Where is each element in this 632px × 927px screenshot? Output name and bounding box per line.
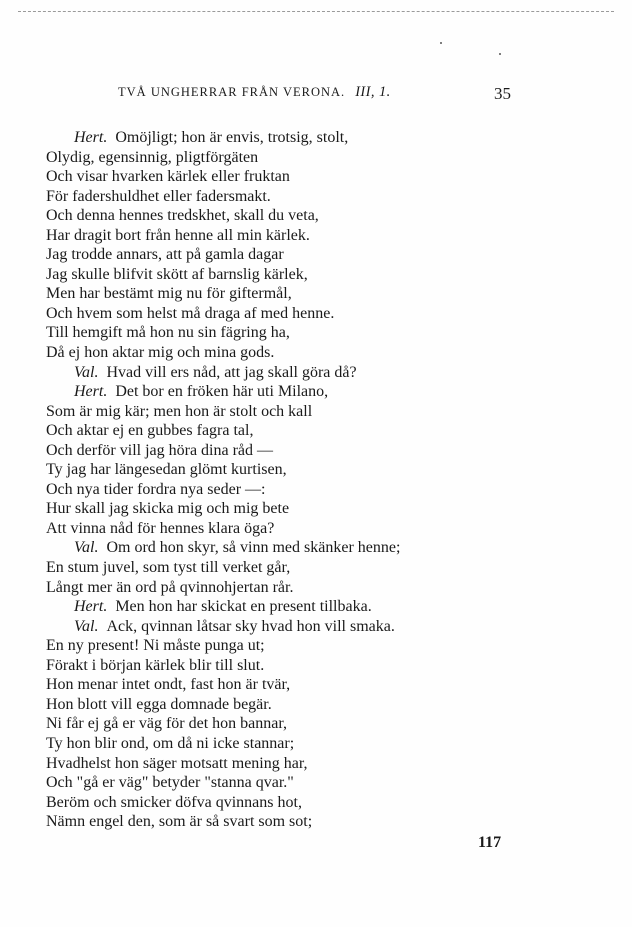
verse-line	[46, 812, 546, 832]
verse-line	[46, 578, 546, 598]
verse-text: Hon menar intet ondt, fast hon är tvär,	[46, 676, 291, 694]
verse-text: Hon blott vill egga domnade begär.	[46, 695, 272, 713]
verse-text: Har dragit bort från henne all min kärlek.	[46, 226, 310, 244]
verse-text: Som är mig kär; men hon är stolt och kall	[46, 402, 313, 420]
verse-line	[46, 323, 546, 343]
verse-text: Hur skall jag skicka mig och mig bete	[46, 500, 290, 518]
ink-speck	[499, 53, 501, 55]
verse-line	[46, 480, 546, 500]
verse-line	[46, 363, 546, 383]
speaker-name: Val.	[74, 617, 99, 635]
verse-line	[46, 148, 546, 168]
verse-line	[46, 754, 546, 774]
verse-line	[46, 460, 546, 480]
speaker-name: Hert.	[74, 383, 108, 401]
verse-line	[46, 558, 546, 578]
verse-text: Jag trodde annars, att på gamla dagar	[46, 246, 284, 264]
verse-text: Men har bestämt mig nu för giftermål,	[46, 285, 292, 303]
verse-line	[46, 499, 546, 519]
running-head-title: TVÅ UNGHERRAR FRÅN VERONA.	[118, 85, 346, 99]
verse-text: Nämn engel den, som är så svart som sot;	[46, 813, 313, 831]
verse-text: Beröm och smicker döfva qvinnans hot,	[46, 793, 302, 811]
verse-text: Hvadhelst hon säger motsatt mening har,	[46, 754, 308, 772]
verse-text: Och denna hennes tredskhet, skall du veta,	[46, 207, 319, 225]
verse-text: Och nya tider fordra nya seder —:	[46, 480, 266, 498]
verse-text: Omöjligt; hon är envis, trotsig, stolt,	[115, 129, 349, 146]
verse-text: Och visar hvarken kärlek eller fruktan	[46, 168, 290, 186]
verse-text: Ni får ej gå er väg för det hon bannar,	[46, 715, 288, 733]
verse-text: Då ej hon aktar mig och mina gods.	[46, 344, 275, 362]
verse-text: Förakt i början kärlek blir till slut.	[46, 656, 265, 674]
verse-line	[46, 656, 546, 676]
verse-text: Och "gå er väg" betyder "stanna qvar."	[46, 774, 294, 792]
verse-text: Det bor en fröken här uti Milano,	[115, 383, 329, 401]
verse-text: Olydig, egensinnig, pligtförgäten	[46, 148, 259, 166]
verse-text: Och hvem som helst må draga af med henne.	[46, 304, 335, 322]
verse-text: Jag skulle blifvit skött af barnslig kärlek,	[46, 265, 308, 283]
verse-line	[46, 382, 546, 402]
verse-line	[46, 187, 546, 207]
verse-line	[46, 421, 546, 441]
verse-line	[46, 617, 546, 637]
verse-line	[46, 402, 546, 422]
speaker-name: Val.	[74, 539, 99, 557]
verse-line	[46, 734, 546, 754]
verse-line	[46, 265, 546, 285]
verse-block	[46, 128, 546, 832]
verse-line	[46, 206, 546, 226]
speaker-name: Hert.	[74, 598, 108, 616]
verse-text: Och derför vill jag höra dina råd —	[46, 441, 274, 459]
verse-line	[46, 695, 546, 715]
verse-line	[46, 304, 546, 324]
verse-line	[46, 538, 546, 558]
verse-text: För fadershuldhet eller fadersmakt.	[46, 187, 271, 205]
verse-line	[46, 284, 546, 304]
verse-text: Hvad vill ers nåd, att jag skall göra då?	[106, 363, 357, 381]
page-number: 35	[494, 84, 511, 103]
verse-text: Men hon har skickat en present tillbaka.	[115, 598, 372, 616]
speaker-name: Val.	[74, 363, 99, 381]
running-head-act-scene: III, 1.	[355, 84, 391, 100]
verse-line	[46, 343, 546, 363]
verse-line	[46, 773, 546, 793]
verse-text: Ty hon blir ond, om då ni icke stannar;	[46, 734, 295, 752]
verse-line	[46, 636, 546, 656]
verse-line	[46, 793, 546, 813]
verse-text: En stum juvel, som tyst till verket går,	[46, 559, 291, 577]
verse-text: Ty jag har längesedan glömt kurtisen,	[46, 461, 287, 479]
verse-line	[46, 714, 546, 734]
verse-line	[46, 675, 546, 695]
verse-line	[46, 128, 546, 148]
verse-text: Långt mer än ord på qvinnohjertan rår.	[46, 578, 294, 596]
verse-text: Till hemgift må hon nu sin fägring ha,	[46, 324, 290, 342]
running-head	[118, 84, 391, 101]
top-edge-rule	[18, 11, 614, 12]
verse-line	[46, 245, 546, 265]
verse-line	[46, 519, 546, 539]
verse-line	[46, 167, 546, 187]
verse-text: Om ord hon skyr, så vinn med skänker henne;	[106, 539, 401, 557]
printer-signature: 117	[478, 834, 502, 851]
speaker-name: Hert.	[74, 129, 108, 146]
verse-line	[46, 226, 546, 246]
verse-text: En ny present! Ni måste punga ut;	[46, 637, 265, 655]
verse-text: Och aktar ej en gubbes fagra tal,	[46, 422, 254, 440]
verse-line	[46, 441, 546, 461]
verse-text: Att vinna nåd för hennes klara öga?	[46, 519, 275, 537]
ink-speck	[440, 42, 442, 44]
verse-text: Ack, qvinnan låtsar sky hvad hon vill smaka.	[106, 617, 395, 635]
verse-line	[46, 597, 546, 617]
